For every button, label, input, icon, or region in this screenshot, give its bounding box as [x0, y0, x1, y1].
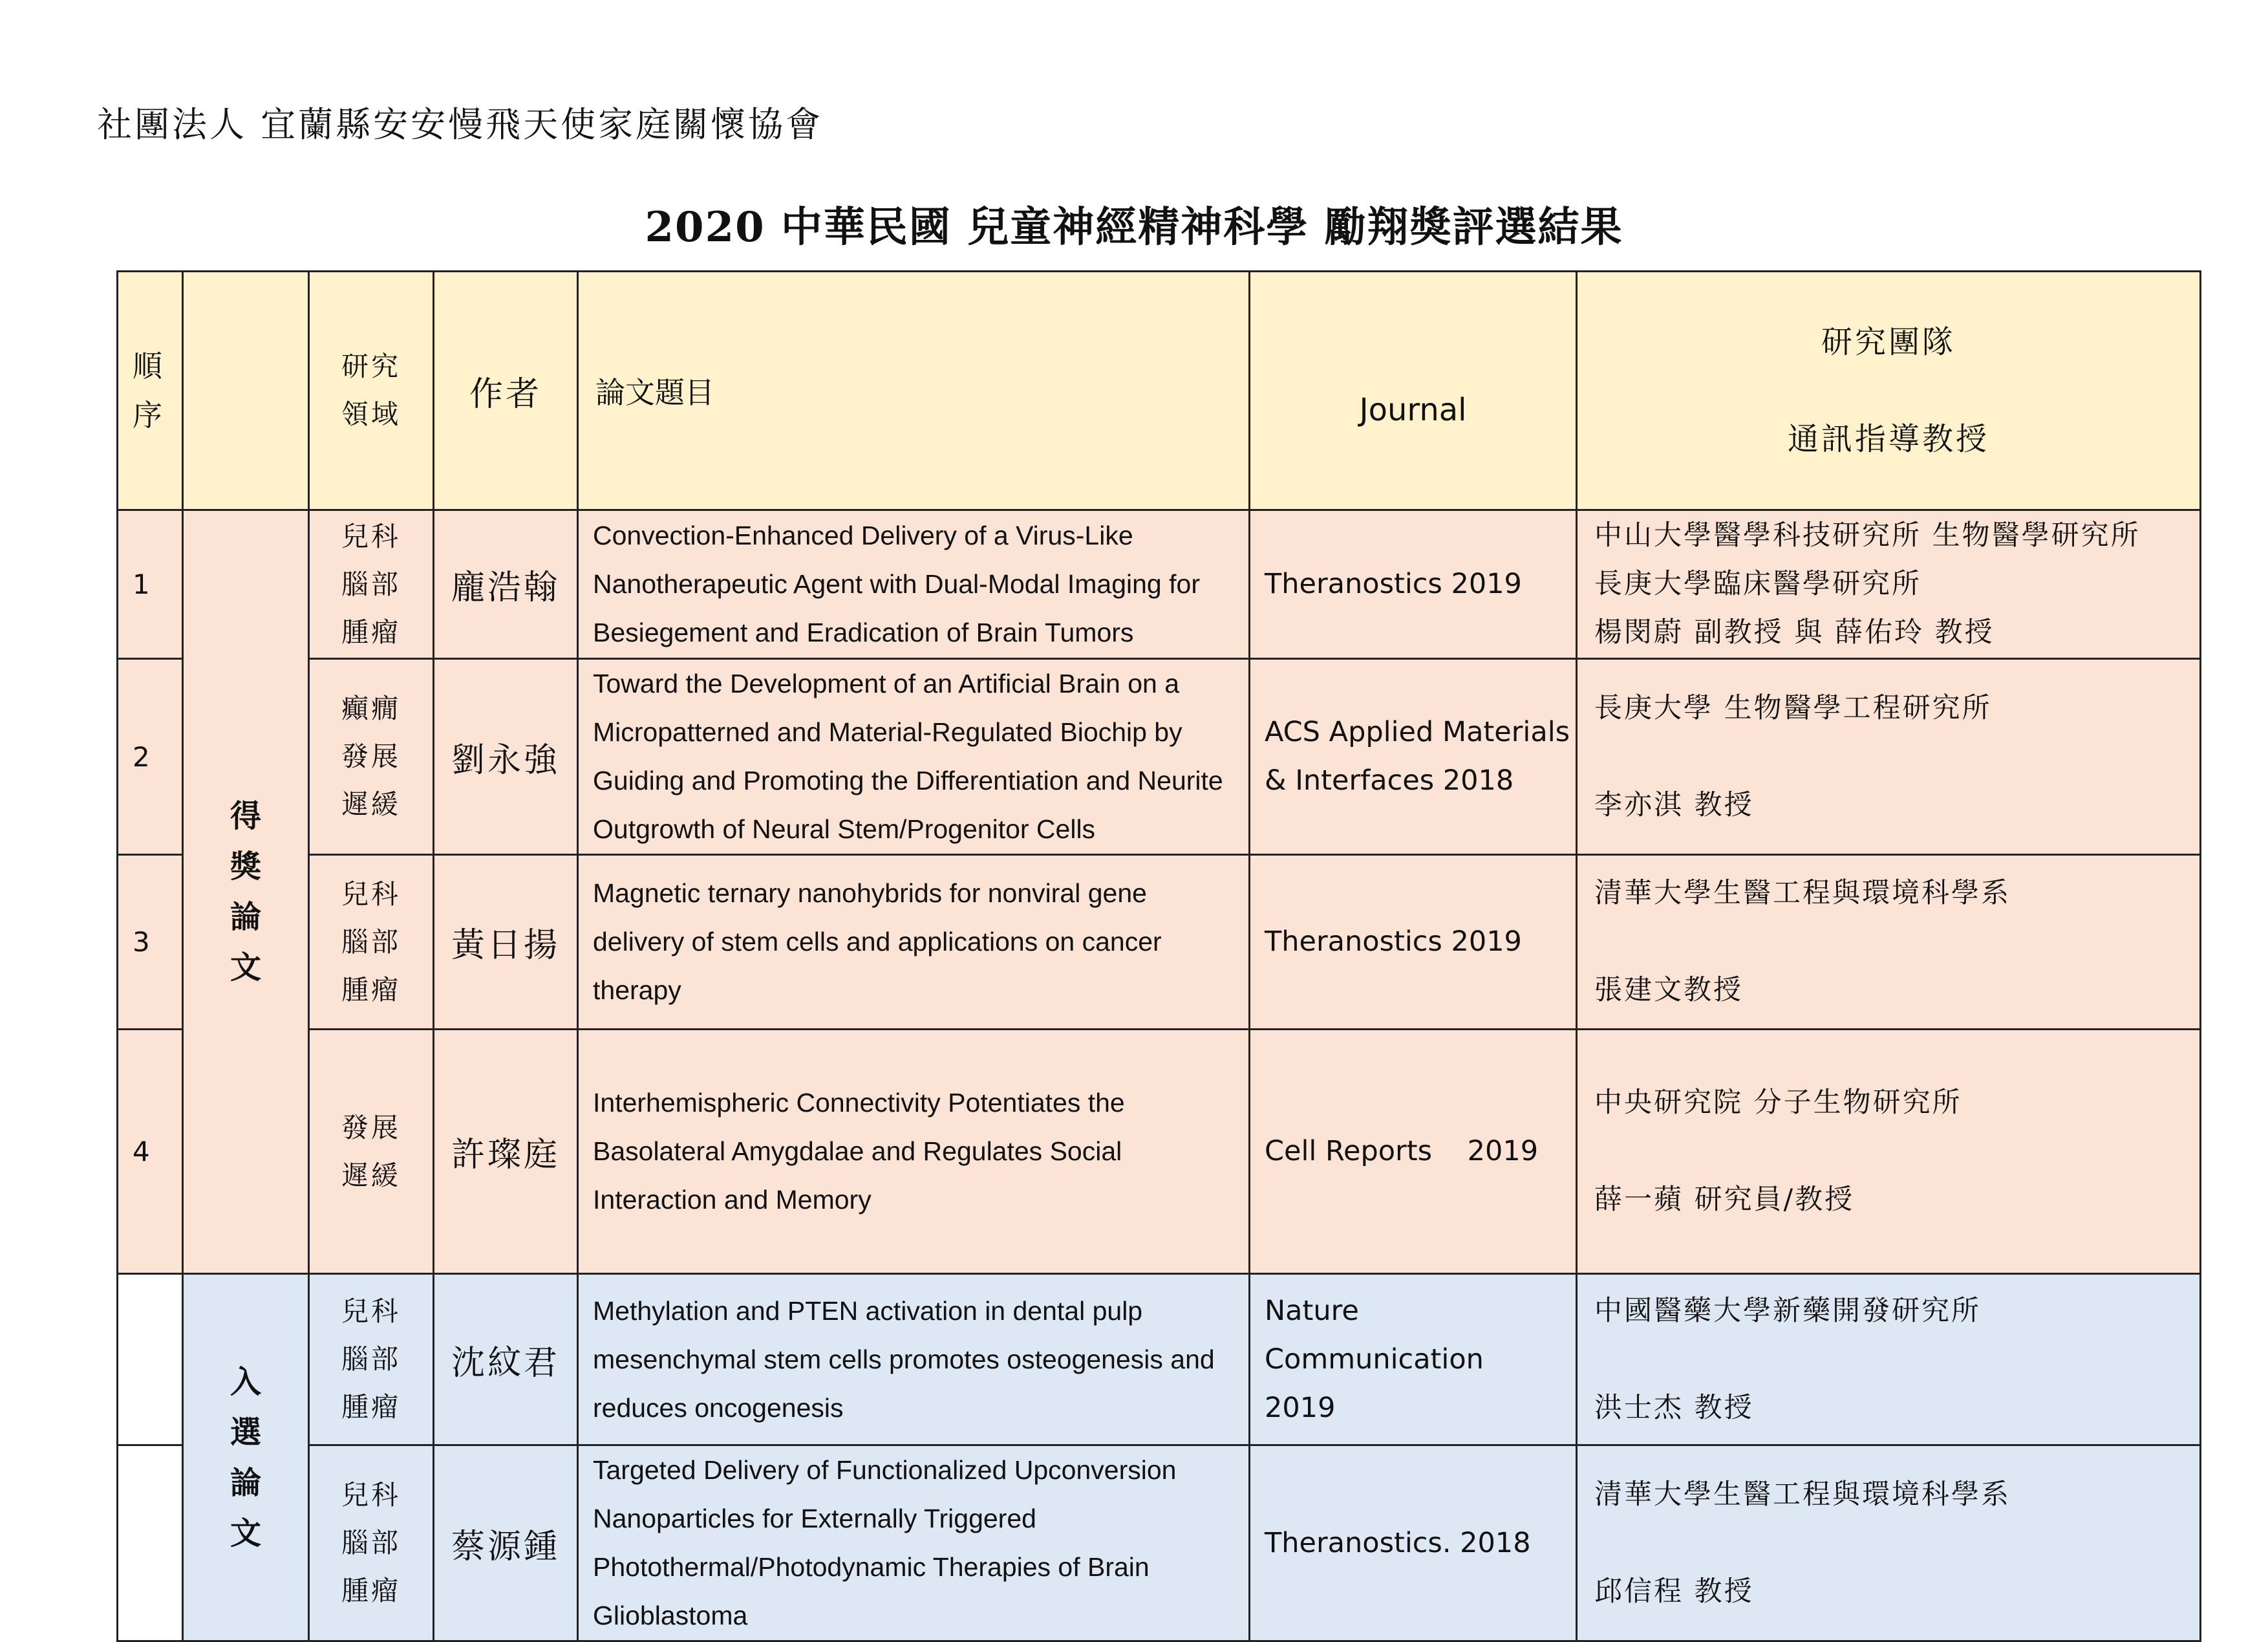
- row-journal: ACS Applied Materials & Interfaces 2018: [1250, 659, 1577, 855]
- table-row: [118, 510, 2201, 659]
- row-order: 2: [118, 659, 183, 855]
- page-title: 2020 中華民國 兒童神經精神科學 勵翔獎評選結果: [645, 203, 1623, 252]
- row-field: 兒科 腦部 腫瘤: [309, 1274, 434, 1445]
- table-row: [118, 1445, 2201, 1641]
- row-author: 龐浩翰: [434, 510, 578, 659]
- row-field: 兒科 腦部 腫瘤: [309, 1445, 434, 1641]
- row-order: [118, 1445, 183, 1641]
- row-paper-title: Magnetic ternary nanohybrids for nonviral gene delivery of stem cells and applications on cancer therapy: [578, 855, 1250, 1030]
- row-journal: Nature Communication 2019: [1250, 1274, 1577, 1445]
- row-paper-title: Interhemispheric Connectivity Potentiates the Basolateral Amygdalae and Regulates Social Interaction and Memory: [578, 1030, 1250, 1274]
- table-row: [118, 1274, 2201, 1445]
- row-field: 發展 遲緩: [309, 1030, 434, 1274]
- row-order: [118, 1274, 183, 1445]
- row-order: 1: [118, 510, 183, 659]
- row-author: 許璨庭: [434, 1030, 578, 1274]
- row-paper-title: Convection-Enhanced Delivery of a Virus-Like Nanotherapeutic Agent with Dual-Modal Imaging for Besiegement and Eradication of Brain Tumors: [578, 510, 1250, 659]
- row-order: 4: [118, 1030, 183, 1274]
- header-team: 研究團隊 通訊指導教授: [1577, 272, 2201, 510]
- organization-name: 社團法人 宜蘭縣安安慢飛天使家庭關懷協會: [97, 104, 824, 145]
- table-row: [118, 1030, 2201, 1274]
- header-paper: 論文題目: [578, 272, 1250, 510]
- row-field: 兒科 腦部 腫瘤: [309, 855, 434, 1030]
- group-award-label: 得 獎 論 文: [183, 510, 309, 1274]
- row-journal: Theranostics 2019: [1250, 510, 1577, 659]
- row-team: 清華大學生醫工程與環境科學系 張建文教授: [1577, 855, 2201, 1030]
- row-paper-title: Targeted Delivery of Functionalized Upconversion Nanoparticles for Externally Triggered Photothermal/Photodynamic Therapies of Brain Glioblastoma: [578, 1445, 1250, 1641]
- row-team: 長庚大學 生物醫學工程研究所 李亦淇 教授: [1577, 659, 2201, 855]
- row-author: 沈紋君: [434, 1274, 578, 1445]
- row-order: 3: [118, 855, 183, 1030]
- table-row: [118, 659, 2201, 855]
- row-author: 蔡源鍾: [434, 1445, 578, 1641]
- row-paper-title: Methylation and PTEN activation in dental pulp mesenchymal stem cells promotes osteogenesis and reduces oncogenesis: [578, 1274, 1250, 1445]
- header-field: 研究 領域: [309, 272, 434, 510]
- row-author: 劉永強: [434, 659, 578, 855]
- row-team: 清華大學生醫工程與環境科學系 邱信程 教授: [1577, 1445, 2201, 1641]
- row-team: 中國醫藥大學新藥開發研究所 洪士杰 教授: [1577, 1274, 2201, 1445]
- group-selected-label: 入 選 論 文: [183, 1274, 309, 1641]
- row-field: 兒科 腦部 腫瘤: [309, 510, 434, 659]
- header-group: [183, 272, 309, 510]
- row-author: 黃日揚: [434, 855, 578, 1030]
- header-order: 順 序: [118, 272, 183, 510]
- row-journal: Theranostics 2019: [1250, 855, 1577, 1030]
- row-journal: Theranostics. 2018: [1250, 1445, 1577, 1641]
- results-table: [116, 270, 2201, 1642]
- header-journal: Journal: [1250, 272, 1577, 510]
- table-row: [118, 855, 2201, 1030]
- row-field: 癲癇 發展 遲緩: [309, 659, 434, 855]
- row-journal: Cell Reports 2019: [1250, 1030, 1577, 1274]
- row-paper-title: Toward the Development of an Artificial Brain on a Micropatterned and Material-Regulated Biochip by Guiding and Promoting the Differentiation and Neurite Outgrowth of Neural Stem/Progenitor Cells: [578, 659, 1250, 855]
- header-row: [118, 272, 2201, 510]
- row-team: 中山大學醫學科技研究所 生物醫學研究所 長庚大學臨床醫學研究所 楊閔蔚 副教授 與 薛佑玲 教授: [1577, 510, 2201, 659]
- header-author: 作者: [434, 272, 578, 510]
- row-team: 中央研究院 分子生物研究所 薛一蘋 研究員/教授: [1577, 1030, 2201, 1274]
